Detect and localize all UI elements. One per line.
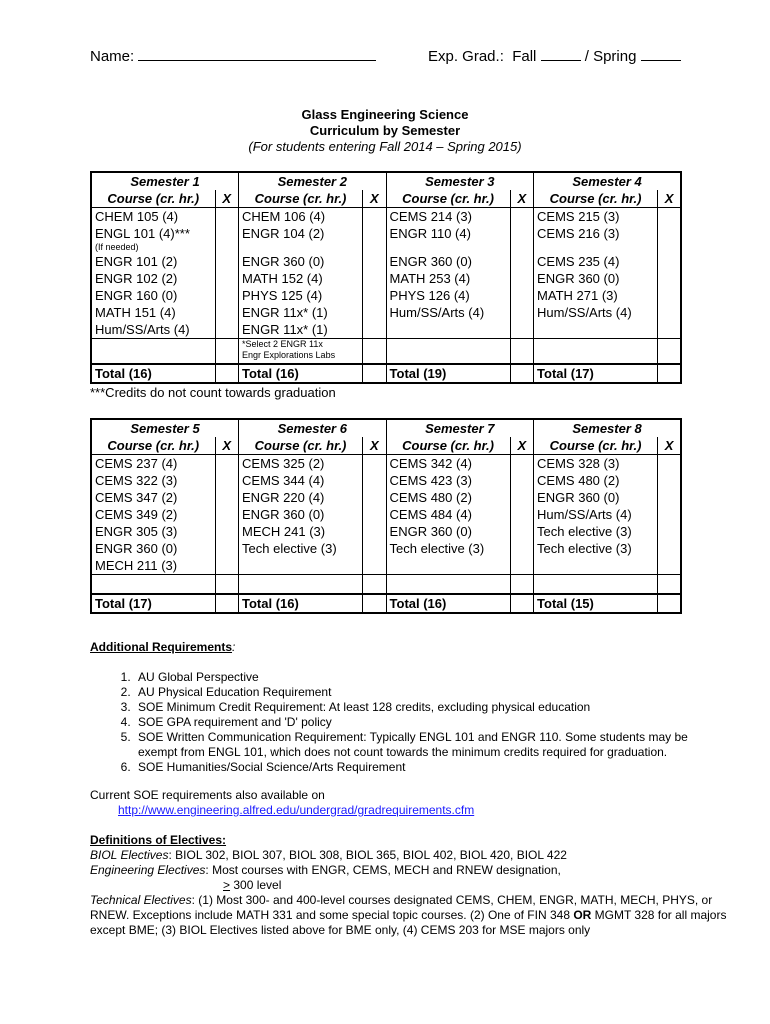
fall-blank[interactable]: [541, 46, 581, 61]
course-cell: ENGR 160 (0): [91, 287, 215, 304]
soe-link[interactable]: http://www.engineering.alfred.edu/undergrad/gradrequirements.cfm: [118, 803, 475, 817]
check-cell[interactable]: [658, 594, 682, 613]
list-item: 1. AU Global Perspective: [134, 670, 730, 685]
check-cell[interactable]: [658, 364, 682, 383]
course-col-header: Course (cr. hr.): [91, 190, 215, 208]
check-cell[interactable]: [510, 472, 534, 489]
course-cell: CHEM 105 (4): [91, 208, 215, 226]
check-cell[interactable]: [510, 287, 534, 304]
check-cell[interactable]: [363, 304, 387, 321]
semester-1-header: Semester 1: [91, 172, 239, 190]
check-cell[interactable]: [658, 208, 682, 226]
soe-section: [90, 788, 730, 818]
tech-or: OR: [573, 908, 592, 922]
course-cell: CEMS 325 (2): [239, 455, 363, 473]
total-cell: Total (16): [239, 594, 363, 613]
course-cell: ENGR 360 (0): [239, 253, 363, 270]
check-cell[interactable]: [215, 287, 239, 304]
check-cell[interactable]: [658, 455, 682, 473]
check-cell[interactable]: [363, 270, 387, 287]
course-cell: MATH 151 (4): [91, 304, 215, 321]
semester-table-2: [90, 418, 682, 614]
course-cell: [386, 339, 510, 365]
table-row: [91, 540, 681, 557]
course-cell: [239, 575, 363, 595]
course-cell: [386, 575, 510, 595]
biol-text: : BIOL 302, BIOL 307, BIOL 308, BIOL 365, BIOL 402, BIOL 420, BIOL 422: [168, 848, 567, 862]
total-cell: Total (15): [534, 594, 658, 613]
semester-4-header: Semester 4: [534, 172, 682, 190]
list-item: 6. SOE Humanities/Social Science/Arts Requirement: [134, 760, 730, 775]
course-cell: [239, 557, 363, 575]
course-cell: MATH 253 (4): [386, 270, 510, 287]
course-cell: MATH 271 (3): [534, 287, 658, 304]
course-text: ENGL 101 (4)***: [95, 226, 190, 241]
course-cell: MATH 152 (4): [239, 270, 363, 287]
course-cell: CEMS 235 (4): [534, 253, 658, 270]
list-item: 5. SOE Written Communication Requirement: Typically ENGL 101 and ENGR 110. Some students may be exempt from ENGL 101, which does not count towards the minimum credits required for graduation.: [134, 730, 730, 760]
check-cell[interactable]: [510, 339, 534, 365]
check-cell[interactable]: [363, 455, 387, 473]
course-cell: [534, 339, 658, 365]
check-cell[interactable]: [363, 506, 387, 523]
course-col-header: Course (cr. hr.): [239, 437, 363, 455]
list-item: 2. AU Physical Education Requirement: [134, 685, 730, 700]
course-cell: CEMS 349 (2): [91, 506, 215, 523]
title-line2: Curriculum by Semester: [309, 123, 461, 138]
course-cell: CEMS 342 (4): [386, 455, 510, 473]
course-cell: Hum/SS/Arts (4): [534, 506, 658, 523]
course-cell: CEMS 347 (2): [91, 489, 215, 506]
name-blank[interactable]: [138, 46, 376, 61]
check-cell[interactable]: [658, 540, 682, 557]
course-cell: CEMS 328 (3): [534, 455, 658, 473]
spring-blank[interactable]: [641, 46, 681, 61]
x-col-header: X: [215, 437, 239, 455]
course-cell: ENGR 11x* (1): [239, 304, 363, 321]
course-cell: CEMS 237 (4): [91, 455, 215, 473]
fall-label: Fall: [512, 48, 537, 65]
x-col-header: X: [658, 190, 682, 208]
x-col-header: X: [363, 437, 387, 455]
course-cell: PHYS 125 (4): [239, 287, 363, 304]
course-cell: ENGR 360 (0): [386, 523, 510, 540]
table-row: [91, 557, 681, 575]
course-cell: CEMS 322 (3): [91, 472, 215, 489]
check-cell[interactable]: [363, 523, 387, 540]
table-row: [91, 455, 681, 473]
course-cell: Tech elective (3): [534, 540, 658, 557]
course-cell: ENGR 360 (0): [386, 253, 510, 270]
table-row: [91, 489, 681, 506]
check-cell[interactable]: [510, 455, 534, 473]
course-cell: ENGR 104 (2): [239, 225, 363, 253]
course-cell: [386, 557, 510, 575]
table-row: [91, 339, 681, 365]
course-col-header: Course (cr. hr.): [386, 437, 510, 455]
definitions-heading: Definitions of Electives:: [90, 833, 227, 847]
check-cell[interactable]: [658, 506, 682, 523]
check-cell[interactable]: [510, 575, 534, 595]
check-cell[interactable]: [215, 304, 239, 321]
check-cell[interactable]: [215, 575, 239, 595]
check-cell[interactable]: [510, 321, 534, 339]
additional-requirements: [90, 640, 730, 775]
total-row: [91, 364, 681, 383]
check-cell[interactable]: [215, 321, 239, 339]
course-cell: ENGR 305 (3): [91, 523, 215, 540]
table-row: [91, 472, 681, 489]
course-col-header: Course (cr. hr.): [91, 437, 215, 455]
course-cell: Tech elective (3): [534, 523, 658, 540]
tech-text-2: MGMT 328 for all majors except BME; (3) BIOL Electives listed above for BME only, (4) CEMS 203 for MSE majors only: [90, 908, 727, 937]
course-cell: ENGR 110 (4): [386, 225, 510, 253]
list-item: 4. SOE GPA requirement and 'D' policy: [134, 715, 730, 730]
semester-8-header: Semester 8: [534, 419, 682, 437]
check-cell[interactable]: [363, 208, 387, 226]
credits-note: ***Credits do not count towards graduation: [90, 385, 336, 400]
engineering-electives: [90, 863, 730, 878]
course-cell: CEMS 480 (2): [534, 472, 658, 489]
list-item: 3. SOE Minimum Credit Requirement: At least 128 credits, excluding physical education: [134, 700, 730, 715]
check-cell[interactable]: [510, 540, 534, 557]
check-cell[interactable]: [363, 540, 387, 557]
check-cell[interactable]: [510, 364, 534, 383]
course-cell: [91, 339, 215, 365]
tech-text-1: : (1) Most 300- and 400-level courses designated CEMS, CHEM, ENGR, MATH, MECH, PHYS, or RNEW. Exceptions include MATH 331 and some special topic courses. (2) One of FIN 348: [90, 893, 713, 922]
check-cell[interactable]: [363, 364, 387, 383]
table-row: [91, 575, 681, 595]
course-cell: CEMS 423 (3): [386, 472, 510, 489]
table-row: [91, 321, 681, 339]
check-cell[interactable]: [363, 253, 387, 270]
total-cell: Total (16): [91, 364, 215, 383]
requirements-list: [90, 670, 730, 775]
total-row: [91, 594, 681, 613]
course-cell: CHEM 106 (4): [239, 208, 363, 226]
check-cell[interactable]: [510, 523, 534, 540]
course-col-header: Course (cr. hr.): [534, 437, 658, 455]
x-col-header: X: [658, 437, 682, 455]
check-cell[interactable]: [215, 594, 239, 613]
table-row: [91, 208, 681, 226]
semester-3-header: Semester 3: [386, 172, 534, 190]
heading-colon: :: [232, 640, 236, 654]
check-cell[interactable]: [363, 321, 387, 339]
total-cell: Total (16): [239, 364, 363, 383]
check-cell[interactable]: [215, 540, 239, 557]
course-cell: [386, 321, 510, 339]
check-cell[interactable]: [510, 253, 534, 270]
technical-electives: [90, 893, 730, 938]
title-line3: (For students entering Fall 2014 – Spring 2015): [248, 139, 522, 154]
total-cell: Total (17): [91, 594, 215, 613]
semester-7-header: Semester 7: [386, 419, 534, 437]
biol-label: BIOL Electives: [90, 848, 169, 862]
eng-level-text: 300 level: [230, 878, 282, 892]
course-cell: ENGR 360 (0): [534, 489, 658, 506]
check-cell[interactable]: [510, 557, 534, 575]
grad-field[interactable]: [428, 46, 681, 65]
course-cell: MECH 241 (3): [239, 523, 363, 540]
x-col-header: X: [510, 190, 534, 208]
if-needed-note: (If needed): [95, 242, 139, 252]
select-note-1: *Select 2 ENGR 11x: [242, 339, 323, 349]
course-cell: MECH 211 (3): [91, 557, 215, 575]
semester-6-header: Semester 6: [239, 419, 387, 437]
course-cell: ENGR 11x* (1): [239, 321, 363, 339]
check-cell[interactable]: [215, 208, 239, 226]
course-cell: CEMS 344 (4): [239, 472, 363, 489]
semester-5-header: Semester 5: [91, 419, 239, 437]
course-cell: CEMS 215 (3): [534, 208, 658, 226]
title-line1: Glass Engineering Science: [301, 107, 469, 122]
course-col-header: Course (cr. hr.): [386, 190, 510, 208]
x-col-header: X: [363, 190, 387, 208]
check-cell[interactable]: [510, 594, 534, 613]
select-note-2: Engr Explorations Labs: [242, 350, 336, 360]
course-col-header: Course (cr. hr.): [239, 190, 363, 208]
course-cell: ENGR 360 (0): [91, 540, 215, 557]
check-cell[interactable]: [363, 287, 387, 304]
eng-text: : Most courses with ENGR, CEMS, MECH and RNEW designation,: [205, 863, 561, 877]
course-cell: Hum/SS/Arts (4): [386, 304, 510, 321]
semester-2-header: Semester 2: [239, 172, 387, 190]
name-field[interactable]: [90, 46, 376, 65]
check-cell[interactable]: [363, 472, 387, 489]
check-cell[interactable]: [215, 364, 239, 383]
check-cell[interactable]: [363, 594, 387, 613]
title-block: [0, 107, 770, 155]
course-cell: ENGR 360 (0): [534, 270, 658, 287]
course-cell: Hum/SS/Arts (4): [91, 321, 215, 339]
definitions-section: [90, 833, 730, 938]
table-row: [91, 506, 681, 523]
check-cell[interactable]: [510, 225, 534, 253]
total-cell: Total (19): [386, 364, 510, 383]
check-cell[interactable]: [215, 455, 239, 473]
course-cell: CEMS 214 (3): [386, 208, 510, 226]
course-cell: CEMS 484 (4): [386, 506, 510, 523]
soe-text: Current SOE requirements also available on: [90, 788, 325, 802]
check-cell[interactable]: [658, 523, 682, 540]
check-cell[interactable]: [363, 225, 387, 253]
check-cell[interactable]: [363, 557, 387, 575]
course-cell: [534, 557, 658, 575]
spring-label: / Spring: [584, 48, 637, 65]
check-cell[interactable]: [510, 208, 534, 226]
check-cell[interactable]: [658, 472, 682, 489]
course-cell: [534, 575, 658, 595]
table-row: [91, 523, 681, 540]
course-cell: CEMS 216 (3): [534, 225, 658, 253]
eng-level: [90, 878, 730, 893]
course-cell: Hum/SS/Arts (4): [534, 304, 658, 321]
check-cell[interactable]: [658, 253, 682, 270]
check-cell[interactable]: [658, 304, 682, 321]
table-row: [91, 287, 681, 304]
select-note-cell: [239, 339, 363, 365]
biol-electives: [90, 848, 730, 863]
check-cell[interactable]: [658, 489, 682, 506]
check-cell[interactable]: [658, 557, 682, 575]
table-row: [91, 304, 681, 321]
check-cell[interactable]: [510, 270, 534, 287]
check-cell[interactable]: [215, 523, 239, 540]
additional-heading: Additional Requirements: [90, 640, 233, 654]
course-cell: ENGR 101 (2): [91, 253, 215, 270]
table-row: [91, 270, 681, 287]
check-cell[interactable]: [658, 575, 682, 595]
course-cell: [91, 575, 215, 595]
course-cell: ENGR 220 (4): [239, 489, 363, 506]
check-cell[interactable]: [510, 304, 534, 321]
grad-label: Exp. Grad.:: [428, 48, 504, 65]
check-cell[interactable]: [658, 287, 682, 304]
eng-label: Engineering Electives: [90, 863, 206, 877]
table-row: [91, 225, 681, 253]
check-cell[interactable]: [215, 557, 239, 575]
check-cell[interactable]: [363, 575, 387, 595]
check-cell[interactable]: [658, 321, 682, 339]
check-cell[interactable]: [658, 225, 682, 253]
check-cell[interactable]: [215, 270, 239, 287]
course-cell: Tech elective (3): [386, 540, 510, 557]
course-cell: Tech elective (3): [239, 540, 363, 557]
check-cell[interactable]: [510, 489, 534, 506]
check-cell[interactable]: [510, 506, 534, 523]
semester-table-1: [90, 171, 682, 384]
check-cell[interactable]: [215, 225, 239, 253]
total-cell: Total (17): [534, 364, 658, 383]
check-cell[interactable]: [215, 253, 239, 270]
course-cell: [91, 225, 215, 253]
check-cell[interactable]: [215, 472, 239, 489]
course-cell: ENGR 102 (2): [91, 270, 215, 287]
course-cell: PHYS 126 (4): [386, 287, 510, 304]
table-row: [91, 253, 681, 270]
course-cell: [534, 321, 658, 339]
x-col-header: X: [510, 437, 534, 455]
course-col-header: Course (cr. hr.): [534, 190, 658, 208]
check-cell[interactable]: [215, 489, 239, 506]
check-cell[interactable]: [363, 339, 387, 365]
course-cell: CEMS 480 (2): [386, 489, 510, 506]
check-cell[interactable]: [658, 270, 682, 287]
eng-level-symbol: >: [223, 878, 231, 892]
name-label: Name:: [90, 48, 135, 65]
check-cell[interactable]: [658, 339, 682, 365]
check-cell[interactable]: [363, 489, 387, 506]
total-cell: Total (16): [386, 594, 510, 613]
course-cell: ENGR 360 (0): [239, 506, 363, 523]
check-cell[interactable]: [215, 506, 239, 523]
check-cell[interactable]: [215, 339, 239, 365]
x-col-header: X: [215, 190, 239, 208]
tech-label: Technical Electives: [90, 893, 192, 907]
